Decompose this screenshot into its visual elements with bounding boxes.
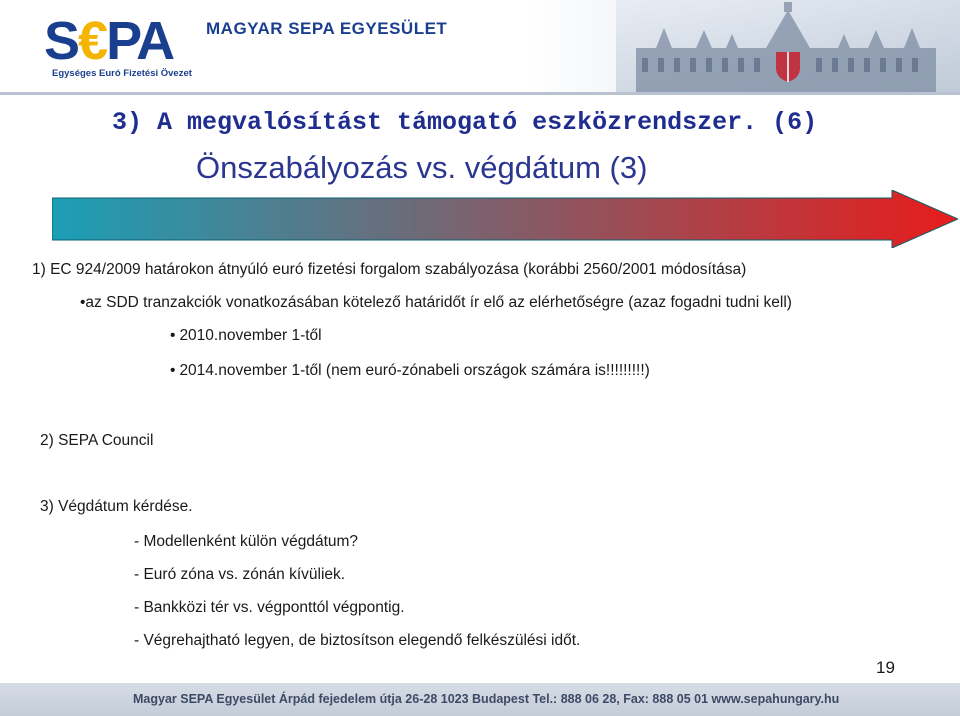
sepa-logo-word: S€PA [44,11,174,71]
bullet-icon: • [170,362,176,379]
timeline-arrow [52,190,958,248]
end-date-question: 3) Végdátum kérdése. [40,498,193,515]
timeline-arrow-shape [52,190,958,248]
sub-bullet-2014 [170,362,650,380]
footer-contact: Magyar SEPA Egyesület Árpád fejedelem útja 26-28 1023 Budapest Tel.: 888 06 28, Fax: 888 05 01 www.sepahungary.hu [133,692,840,706]
regulation-line: 1) EC 924/2009 határokon átnyúló euró fizetési forgalom szabályozása (korábbi 2560/2001 módosítása) [32,261,747,278]
slide-title: 3) A megvalósítást támogató eszközrendszer. (6) [112,108,818,137]
sdd-deadline-line: •az SDD tranzakciók vonatkozásában kötelező határidőt ír elő az elérhetőségre (azaz fogadni tudni kell) [80,294,792,311]
sub-bullet-2010 [170,327,322,345]
slide-subtitle: Önszabályozás vs. végdátum (3) [196,150,648,185]
dash-item: - Bankközi tér vs. végponttól végpontig. [134,599,405,616]
sepa-council-line: 2) SEPA Council [40,432,154,449]
header-banner [0,0,960,92]
page-number: 19 [876,658,895,677]
parliament-image [616,0,960,92]
bullet-icon: • [170,327,176,344]
dash-item: - Modellenként külön végdátum? [134,533,359,550]
sepa-logo [44,11,194,80]
dash-item: - Euró zóna vs. zónán kívüliek. [134,566,346,583]
header-divider [0,92,960,95]
dash-item: - Végrehajtható legyen, de biztosítson elegendő felkészülési időt. [134,632,581,649]
footer-bar [0,683,960,716]
sub-bullet-label: 2010.november 1-től [179,327,322,344]
sub-bullet-label: 2014.november 1-től (nem euró-zónabeli országok számára is!!!!!!!!!) [179,362,650,379]
sepa-logo-tagline: Egységes Euró Fizetési Övezet [52,68,192,79]
brand-name: MAGYAR SEPA EGYESÜLET [206,19,448,38]
